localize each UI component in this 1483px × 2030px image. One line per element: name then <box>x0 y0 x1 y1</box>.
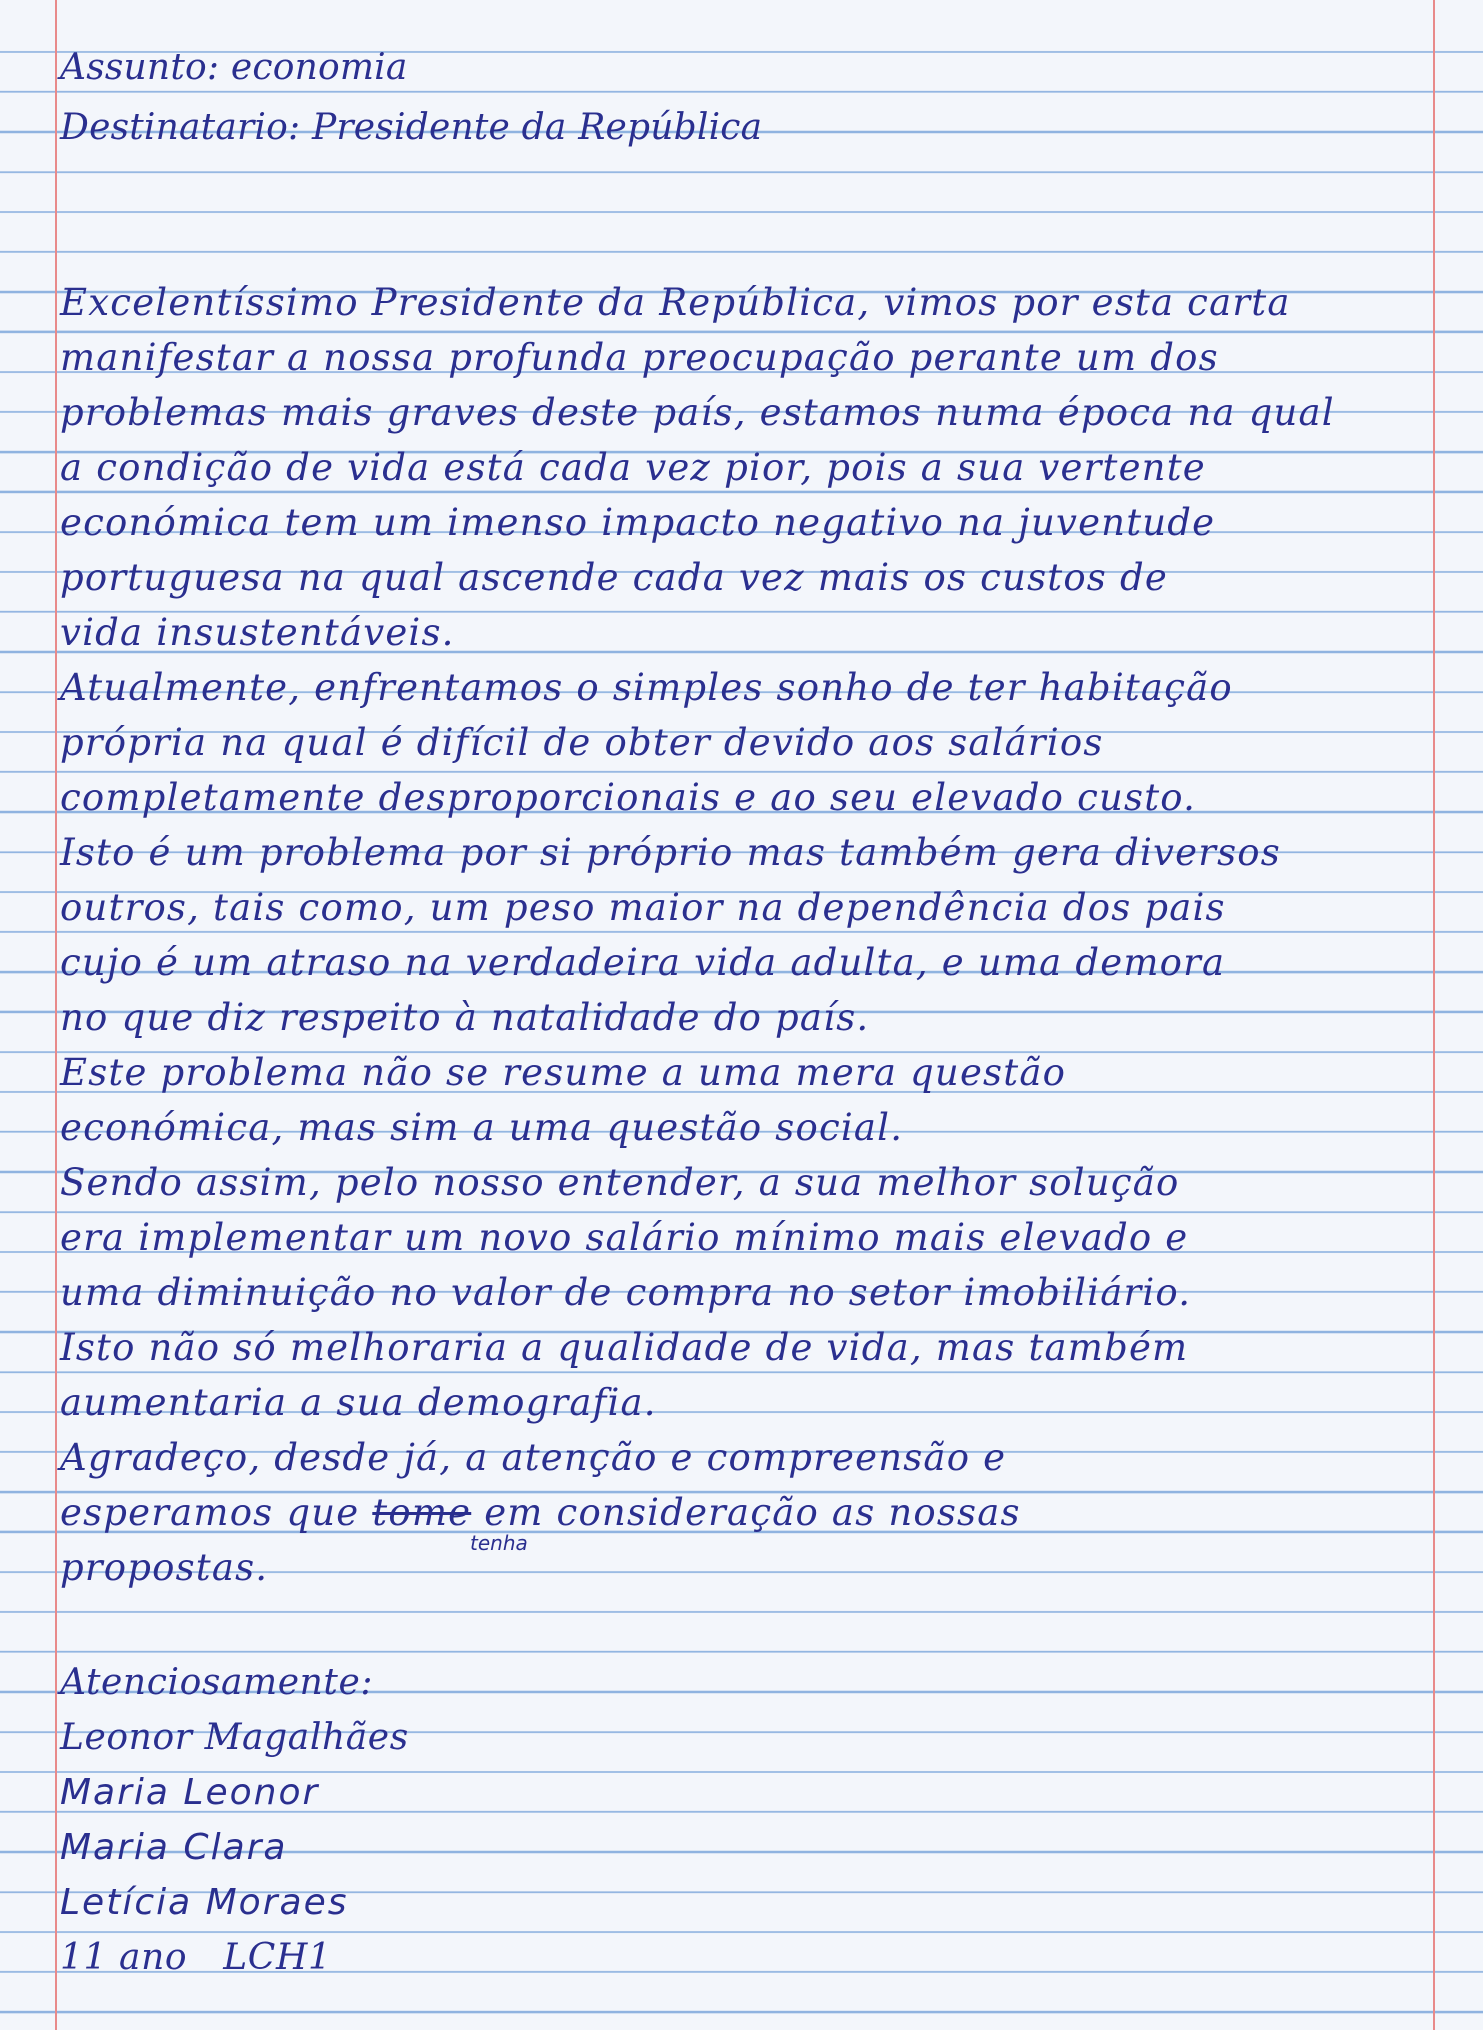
signature: Letícia Moraes <box>60 1882 349 1923</box>
letter-line: a condição de vida está cada vez pior, pois a sua vertente <box>60 446 1206 489</box>
letter-line: económica, mas sim a uma questão social. <box>60 1106 904 1149</box>
letter-line: própria na qual é difícil de obter devido aos salários <box>60 721 1104 764</box>
right-margin-line <box>1433 0 1435 2030</box>
letter-line: aumentaria a sua demografia. <box>60 1381 657 1424</box>
subject-line: Assunto: economia <box>60 47 408 88</box>
closing-salutation: Atenciosamente: <box>60 1662 374 1703</box>
letter-line: vida insustentáveis. <box>60 611 455 654</box>
letter-line: completamente desproporcionais e ao seu elevado custo. <box>60 776 1197 819</box>
letter-line: económica tem um imenso impacto negativo na juventude <box>60 501 1216 544</box>
letter-line: Este problema não se resume a uma mera questão <box>60 1051 1067 1094</box>
signature: Maria Clara <box>60 1827 288 1868</box>
letter-line: era implementar um novo salário mínimo mais elevado e <box>60 1216 1189 1259</box>
letter-line: manifestar a nossa profunda preocupação perante um dos <box>60 336 1219 379</box>
letter-line: uma diminuição no valor de compra no setor imobiliário. <box>60 1271 1192 1314</box>
letter-line: no que diz respeito à natalidade do país. <box>60 996 870 1039</box>
letter-line: propostas. <box>60 1546 269 1589</box>
struck-word: tome <box>372 1491 472 1534</box>
letter-line-with-correction <box>60 1493 1021 1533</box>
letter-line: Excelentíssimo Presidente da República, vimos por esta carta <box>60 281 1291 324</box>
correction-word: tenha <box>470 1531 528 1555</box>
letter-line: problemas mais graves deste país, estamos numa época na qual <box>60 391 1335 434</box>
letter-line: cujo é um atraso na verdadeira vida adulta, e uma demora <box>60 941 1226 984</box>
letter-line: Agradeço, desde já, a atenção e compreensão e <box>60 1436 1007 1479</box>
class-info: 11 ano LCH1 <box>60 1937 332 1978</box>
letter-line: Isto é um problema por si próprio mas também gera diversos <box>60 831 1281 874</box>
letter-line: Sendo assim, pelo nosso entender, a sua melhor solução <box>60 1161 1180 1204</box>
left-margin-line <box>55 0 57 2030</box>
letter-line: Isto não só melhoraria a qualidade de vida, mas também <box>60 1326 1189 1369</box>
text-after-correction: em consideração as nossas <box>471 1491 1021 1534</box>
signature: Maria Leonor <box>60 1772 320 1813</box>
letter-line: outros, tais como, um peso maior na dependência dos pais <box>60 886 1226 929</box>
text-before-correction: esperamos que <box>60 1491 373 1534</box>
recipient-line: Destinatario: Presidente da República <box>60 107 763 148</box>
letter-line: Atualmente, enfrentamos o simples sonho de ter habitação <box>60 666 1233 709</box>
letter-line: portuguesa na qual ascende cada vez mais os custos de <box>60 556 1168 599</box>
signature: Leonor Magalhães <box>60 1717 409 1758</box>
